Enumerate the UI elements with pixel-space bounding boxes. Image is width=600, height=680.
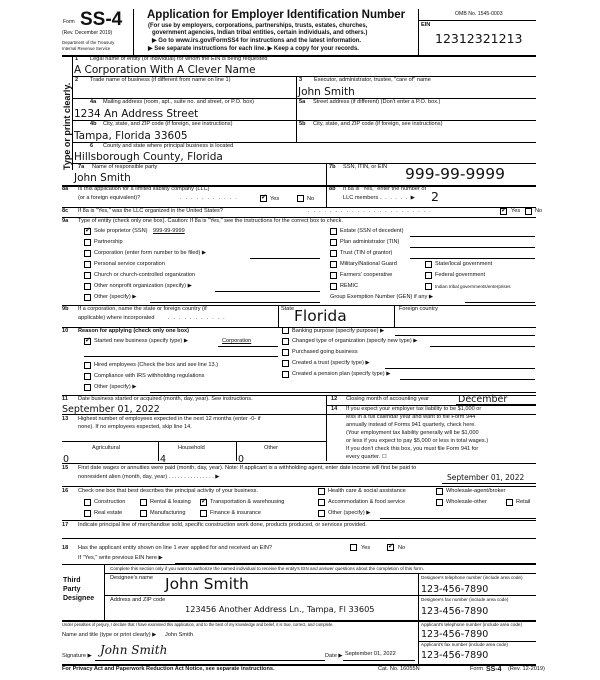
plan-admin-checkbox[interactable] [330, 239, 337, 246]
applicant-tel-field[interactable]: 123-456-7890 [421, 629, 489, 640]
signature-date-field[interactable]: September 01, 2022 [345, 651, 396, 657]
llc-yes-label: Yes [270, 196, 280, 202]
other-reason-checkbox[interactable] [84, 384, 91, 391]
catalog-number: Cat. No. 16055N [378, 666, 420, 672]
applicant-tel-label: Applicant's telephone number (include area code) [421, 622, 522, 627]
tribal-gov-label: Indian tribal governments/enterprises [435, 284, 511, 289]
rental-leasing-checkbox[interactable] [140, 499, 147, 506]
other-activity-label: Other (specify) ▶ [328, 510, 371, 516]
line-number: 16 [62, 488, 69, 494]
manufacturing-label: Manufacturing [150, 510, 186, 516]
line15-label-2: nonresident alien (month, day, year) . . . . . . . . . . . . . . . ▶ [78, 474, 220, 480]
plan-admin-label: Plan administrator (TIN) [340, 239, 400, 245]
line-number: 17 [62, 522, 69, 528]
banking-checkbox[interactable] [282, 327, 289, 334]
nonprofit-label: Other nonprofit organization (specify) ▶ [94, 283, 192, 289]
type-or-print-label: Type or print clearly. [62, 82, 72, 170]
line8b-label: If 8a is "Yes," enter the number of [343, 186, 427, 192]
real-estate-label: Real estate [94, 510, 123, 516]
prior-ein-yes-label: Yes [361, 545, 371, 551]
federal-gov-label: Federal government [435, 272, 486, 278]
remic-label: REMIC [340, 283, 359, 289]
dot-leader: . . . . . . . . . . . [168, 315, 226, 321]
trust-checkbox[interactable] [330, 250, 337, 257]
ein-value: 12312321213 [435, 31, 523, 46]
line14-text-5: or less if you expect to pay $5,000 or less in total wages.) [346, 438, 489, 444]
designee-fax-label: Designee's fax number (include area code) [421, 597, 509, 602]
designee-name-label: Designee's name [110, 575, 154, 581]
line-number: 8c [62, 208, 69, 214]
city-state-zip-field[interactable]: Tampa, Florida 33605 [74, 130, 188, 142]
line9b-label: If a corporation, name the state or foreign country (if [78, 306, 207, 312]
other-employees-field[interactable]: 0 [238, 454, 245, 465]
personal-service-label: Personal service corporation [94, 261, 165, 267]
transportation-checkbox[interactable] [200, 499, 207, 506]
designee-address-label: Address and ZIP code [110, 597, 166, 603]
line14-text-7: every quarter. ☐ [346, 454, 387, 460]
business-start-date-field[interactable]: September 01, 2022 [62, 404, 160, 415]
name-title-label: Name and title (type or print clearly) ▶ [62, 632, 157, 638]
omb-number: OMB No. 1545-0003 [455, 11, 503, 17]
retail-checkbox[interactable] [506, 499, 513, 506]
subtitle-3: ▶ Go to www.irs.gov/FormSS4 for instructions and the latest information. [152, 38, 362, 44]
line9b-label-2: applicable) where incorporated [78, 315, 155, 321]
federal-gov-checkbox[interactable] [425, 272, 432, 279]
line-number: 18 [62, 545, 69, 551]
designee-name-field[interactable]: John Smith [165, 575, 249, 593]
retail-label: Retail [516, 499, 531, 505]
dot-leader: . . . . . . ▶ [380, 195, 416, 201]
date-label: Date ▶ [325, 653, 343, 659]
line13-label-2: none). If no employees expected, skip line 14. [78, 424, 192, 430]
line7b-label: SSN, ITIN, or EIN [343, 164, 388, 170]
privacy-notice: For Privacy Act and Paperwork Reduction Act Notice, see separate instructions. [62, 666, 275, 672]
line-number: 4a [90, 99, 97, 105]
line14-text-3: annually instead of Forms 941 quarterly, check here. [346, 422, 476, 428]
military-label: Military/National Guard [340, 261, 397, 267]
line6-label: County and state where principal business is located [103, 143, 234, 149]
county-state-field[interactable]: Hillsborough County, Florida [74, 151, 223, 163]
sole-proprietor-ssn[interactable]: 999-99-9999 [153, 228, 185, 234]
name-title-field[interactable]: John Smith [165, 632, 193, 638]
line8a-label: Is this application for a limited liability company (LLC) [78, 186, 210, 192]
manufacturing-checkbox[interactable] [140, 510, 147, 517]
other-activity-checkbox[interactable] [318, 510, 325, 517]
closing-month-field[interactable]: December [458, 394, 508, 405]
subtitle-2: government agencies, Indian tribal entities, certain individuals, and others.) [152, 30, 368, 36]
irs-compliance-checkbox[interactable] [84, 373, 91, 380]
line-number: 3 [299, 77, 303, 83]
line-number: 13 [62, 416, 69, 422]
tribal-gov-checkbox[interactable] [425, 283, 432, 290]
line14-text-2: less in a full calendar year and want to file Form 944 [346, 414, 476, 420]
church-checkbox[interactable] [84, 272, 91, 279]
designee-tel-field[interactable]: 123-456-7890 [421, 584, 489, 595]
first-wages-date-field[interactable]: September 01, 2022 [447, 473, 525, 482]
third-party-heading-3: Designee [63, 595, 95, 602]
health-care-label: Health care & social assistance [328, 488, 406, 494]
third-party-heading-2: Party [63, 586, 81, 593]
line-number: 8a [62, 186, 69, 192]
partnership-checkbox[interactable] [84, 239, 91, 246]
line-number: 15 [62, 465, 69, 471]
line-number: 7a [78, 164, 85, 170]
line-number: 9a [62, 218, 69, 224]
line-number: 11 [62, 396, 68, 402]
dot-leader: . . . . . . . . . . . [180, 195, 238, 201]
trust-label: Trust (TIN of grantor) [340, 250, 393, 256]
line13-label: Highest number of employees expected in the next 12 months (enter -0- if [78, 416, 261, 422]
pension-plan-label: Created a pension plan (specify type) ▶ [292, 371, 391, 377]
subtitle-4: ▶ See separate instructions for each line. ▶ Keep a copy for your records. [148, 46, 359, 52]
dot-leader: . . . . . . . . . . . . . . . . . . . . . . . [308, 208, 432, 214]
legal-name-field[interactable]: A Corporation With A Clever Name [74, 64, 256, 76]
line16-label: Check one box that best describes the principal activity of your business. [78, 488, 259, 494]
wholesale-other-label: Wholesale-other [446, 499, 487, 505]
pension-plan-checkbox[interactable] [282, 371, 289, 378]
finance-label: Finance & insurance [210, 510, 261, 516]
applicant-fax-field[interactable]: 123-456-7890 [421, 650, 489, 661]
irs-compliance-label: Compliance with IRS withholding regulations [94, 373, 205, 379]
wholesale-other-checkbox[interactable] [436, 499, 443, 506]
us-llc-yes-label: Yes [511, 208, 521, 214]
line4a-label: Mailing address (room, apt., suite no. and street, or P.O. box) [103, 99, 255, 105]
ssn-field[interactable]: 999-99-9999 [405, 165, 505, 183]
created-trust-checkbox[interactable] [282, 360, 289, 367]
prior-ein-no-checkbox[interactable] [387, 544, 394, 551]
gen-label: Group Exemption Number (GEN) if any ▶ [330, 294, 434, 300]
form-word: Form [63, 19, 75, 25]
llc-no-checkbox[interactable] [297, 195, 304, 202]
agricultural-field[interactable]: 0 [63, 454, 70, 465]
form-number: SS-4 [80, 9, 123, 30]
line2-label: Trade name of business (if different from name on line 1) [90, 77, 231, 83]
changed-org-checkbox[interactable] [282, 338, 289, 345]
line-number: 1 [75, 56, 79, 62]
purchased-business-label: Purchased going business [292, 349, 358, 355]
health-care-checkbox[interactable] [318, 488, 325, 495]
prior-ein-no-label: No [398, 545, 406, 551]
new-business-checkbox[interactable] [84, 338, 91, 345]
ein-label: EIN [421, 22, 431, 28]
hired-employees-checkbox[interactable] [84, 362, 91, 369]
sole-proprietor-label: Sole proprietor (SSN) [94, 228, 148, 234]
us-llc-no-label: No [535, 208, 543, 214]
estate-label: Estate (SSN of decedent) [340, 228, 404, 234]
other-entity-checkbox[interactable] [84, 294, 91, 301]
wholesale-agent-label: Wholesale-agent/broker [446, 488, 506, 494]
line-number: 9b [62, 306, 69, 312]
agency: Internal Revenue Service [62, 46, 111, 51]
changed-org-label: Changed type of organization (specify new type) ▶ [292, 338, 418, 344]
line18-label: Has the applicant entity shown on line 1 ever applied for and received an EIN? [78, 545, 273, 551]
line-number: 5a [299, 99, 306, 105]
form-title: Application for Employer Identification Number [147, 9, 406, 21]
line10-label: Reason for applying (check only one box) [78, 328, 189, 334]
transportation-label: Transportation & warehousing [210, 499, 285, 505]
church-label: Church or church-controlled organization [94, 272, 196, 278]
corporation-label: Corporation (enter form number to be filed) ▶ [94, 250, 207, 256]
farmers-coop-label: Farmers' cooperative [340, 272, 393, 278]
nonprofit-checkbox[interactable] [84, 283, 91, 290]
estate-checkbox[interactable] [330, 228, 337, 235]
line14-text-6: If you don't check this box, you must file Form 941 for [346, 446, 479, 452]
state-label: State [281, 306, 295, 312]
previous-ein-label: If "Yes," write previous EIN here ▶ [78, 555, 163, 561]
line14-text-4: (Your employment tax liability generally will be $1,000 [346, 430, 479, 436]
farmers-coop-checkbox[interactable] [330, 272, 337, 279]
line8c-label: If 8a is "Yes," was the LLC organized in the United States? [78, 208, 223, 214]
accommodation-label: Accommodation & food service [328, 499, 406, 505]
created-trust-label: Created a trust (specify type) ▶ [292, 360, 370, 366]
care-of-name-field[interactable]: John Smith [298, 86, 355, 98]
purchased-business-checkbox[interactable] [282, 349, 289, 356]
new-business-label: Started new business (specify type) ▶ [94, 338, 189, 344]
line12-label: Closing month of accounting year [346, 396, 430, 402]
business-type-field[interactable]: Corporation [222, 338, 252, 344]
wholesale-agent-checkbox[interactable] [436, 488, 443, 495]
line-number: 8b [329, 186, 336, 192]
construction-label: Construction [94, 499, 126, 505]
designee-address-field[interactable]: 123456 Another Address Ln., Tampa, Fl 33605 [185, 604, 375, 614]
hired-employees-label: Hired employees (Check the box and see line 13.) [94, 362, 219, 368]
line1-label: Legal name of entity (or individual) for whom the EIN is being requested [90, 56, 268, 62]
real-estate-checkbox[interactable] [84, 510, 91, 517]
line8b-label-2: LLC members [343, 195, 379, 201]
us-llc-no-checkbox[interactable] [525, 208, 532, 215]
line17-label: Indicate principal line of merchandise sold, specific construction work done, products produced, or services provided. [78, 522, 367, 528]
banking-label: Banking purpose (specify purpose) ▶ [292, 328, 385, 334]
accommodation-checkbox[interactable] [318, 499, 325, 506]
llc-members-field[interactable]: 2 [431, 189, 439, 204]
partnership-label: Partnership [94, 239, 123, 245]
perjury-statement: Under penalties of perjury, I declare that I have examined this application, and to the best of my knowledge and belief, it is true, correct, and complete. [62, 622, 334, 627]
household-field[interactable]: 4 [160, 454, 167, 465]
applicant-fax-label: Applicant's fax number (include area code) [421, 642, 508, 647]
construction-checkbox[interactable] [84, 499, 91, 506]
state-field[interactable]: Florida [294, 307, 347, 325]
footer-revision: (Rev. 12-2019) [508, 666, 545, 672]
department: Department of the Treasury [62, 40, 115, 45]
llc-yes-checkbox[interactable] [260, 195, 267, 202]
line4b-label: City, state, and ZIP code (if foreign, see instructions) [103, 121, 233, 127]
military-checkbox[interactable] [330, 261, 337, 268]
state-local-gov-checkbox[interactable] [425, 261, 432, 268]
sole-proprietor-checkbox[interactable] [84, 228, 91, 235]
line-number: 4b [90, 121, 97, 127]
line-number: 14 [331, 406, 338, 412]
other-entity-label: Other (specify) ▶ [94, 294, 137, 300]
rental-leasing-label: Rental & leasing [150, 499, 191, 505]
llc-no-label: No [307, 196, 315, 202]
line-number: 10 [62, 328, 69, 334]
subtitle-1: (For use by employers, corporations, partnerships, trusts, estates, churches, [148, 23, 368, 29]
footer-form-word: Form [470, 666, 484, 672]
line11-label: Date business started or acquired (month, day, year). See instructions. [78, 396, 253, 402]
agricultural-label: Agricultural [92, 445, 120, 451]
finance-checkbox[interactable] [200, 510, 207, 517]
signature-label: Signature ▶ [62, 653, 92, 659]
household-label: Household [178, 445, 205, 451]
line5b-label: City, state, and ZIP code (if foreign, see instructions) [313, 121, 443, 127]
form-revision: (Rev. December 2019) [62, 30, 113, 36]
line-number: 12 [331, 396, 338, 402]
line-number: 5b [299, 121, 306, 127]
line5a-label: Street address (if different) (Don't enter a P.O. box.) [313, 99, 441, 105]
footer-form-number: SS-4 [486, 666, 502, 673]
third-party-note: Complete this section only if you want to authorize the named individual to receive the entity's EIN and answer questions about the completion of this form. [110, 566, 424, 571]
line8a-label-2: (or a foreign equivalent)? [78, 195, 141, 201]
personal-service-checkbox[interactable] [84, 261, 91, 268]
state-local-gov-label: State/local government [435, 261, 493, 267]
line3-label: Executor, administrator, trustee, "care of" name [314, 77, 431, 83]
us-llc-yes-checkbox[interactable] [500, 208, 507, 215]
line-number: 2 [75, 77, 79, 83]
signature-field[interactable]: John Smith [100, 643, 168, 657]
third-party-heading-1: Third [63, 577, 81, 584]
mailing-address-field[interactable]: 1234 An Address Street [74, 108, 199, 120]
responsible-party-field[interactable]: John Smith [74, 172, 131, 184]
line14-text-1: If you expect your employer tax liability to be $1,000 or [346, 406, 482, 412]
other-employees-label: Other [264, 445, 278, 451]
prior-ein-yes-checkbox[interactable] [350, 544, 357, 551]
line7a-label: Name of responsible party [92, 164, 158, 170]
line15-label: First date wages or annuities were paid (month, day, year). Note: If applicant is a withholding agent, enter date income will first be paid to [78, 465, 417, 471]
remic-checkbox[interactable] [330, 283, 337, 290]
line-number: 6 [90, 143, 94, 149]
line9a-label: Type of entity (check only one box). Caution: If 8a is "Yes," see the instructions for the correct box to check. [78, 218, 343, 224]
corporation-checkbox[interactable] [84, 250, 91, 257]
designee-fax-field[interactable]: 123-456-7890 [421, 606, 489, 617]
designee-tel-label: Designee's telephone number (include area code) [421, 575, 523, 580]
foreign-country-label: Foreign country [399, 306, 438, 312]
other-reason-label: Other (specify) ▶ [94, 384, 137, 390]
line-number: 7b [329, 164, 336, 170]
